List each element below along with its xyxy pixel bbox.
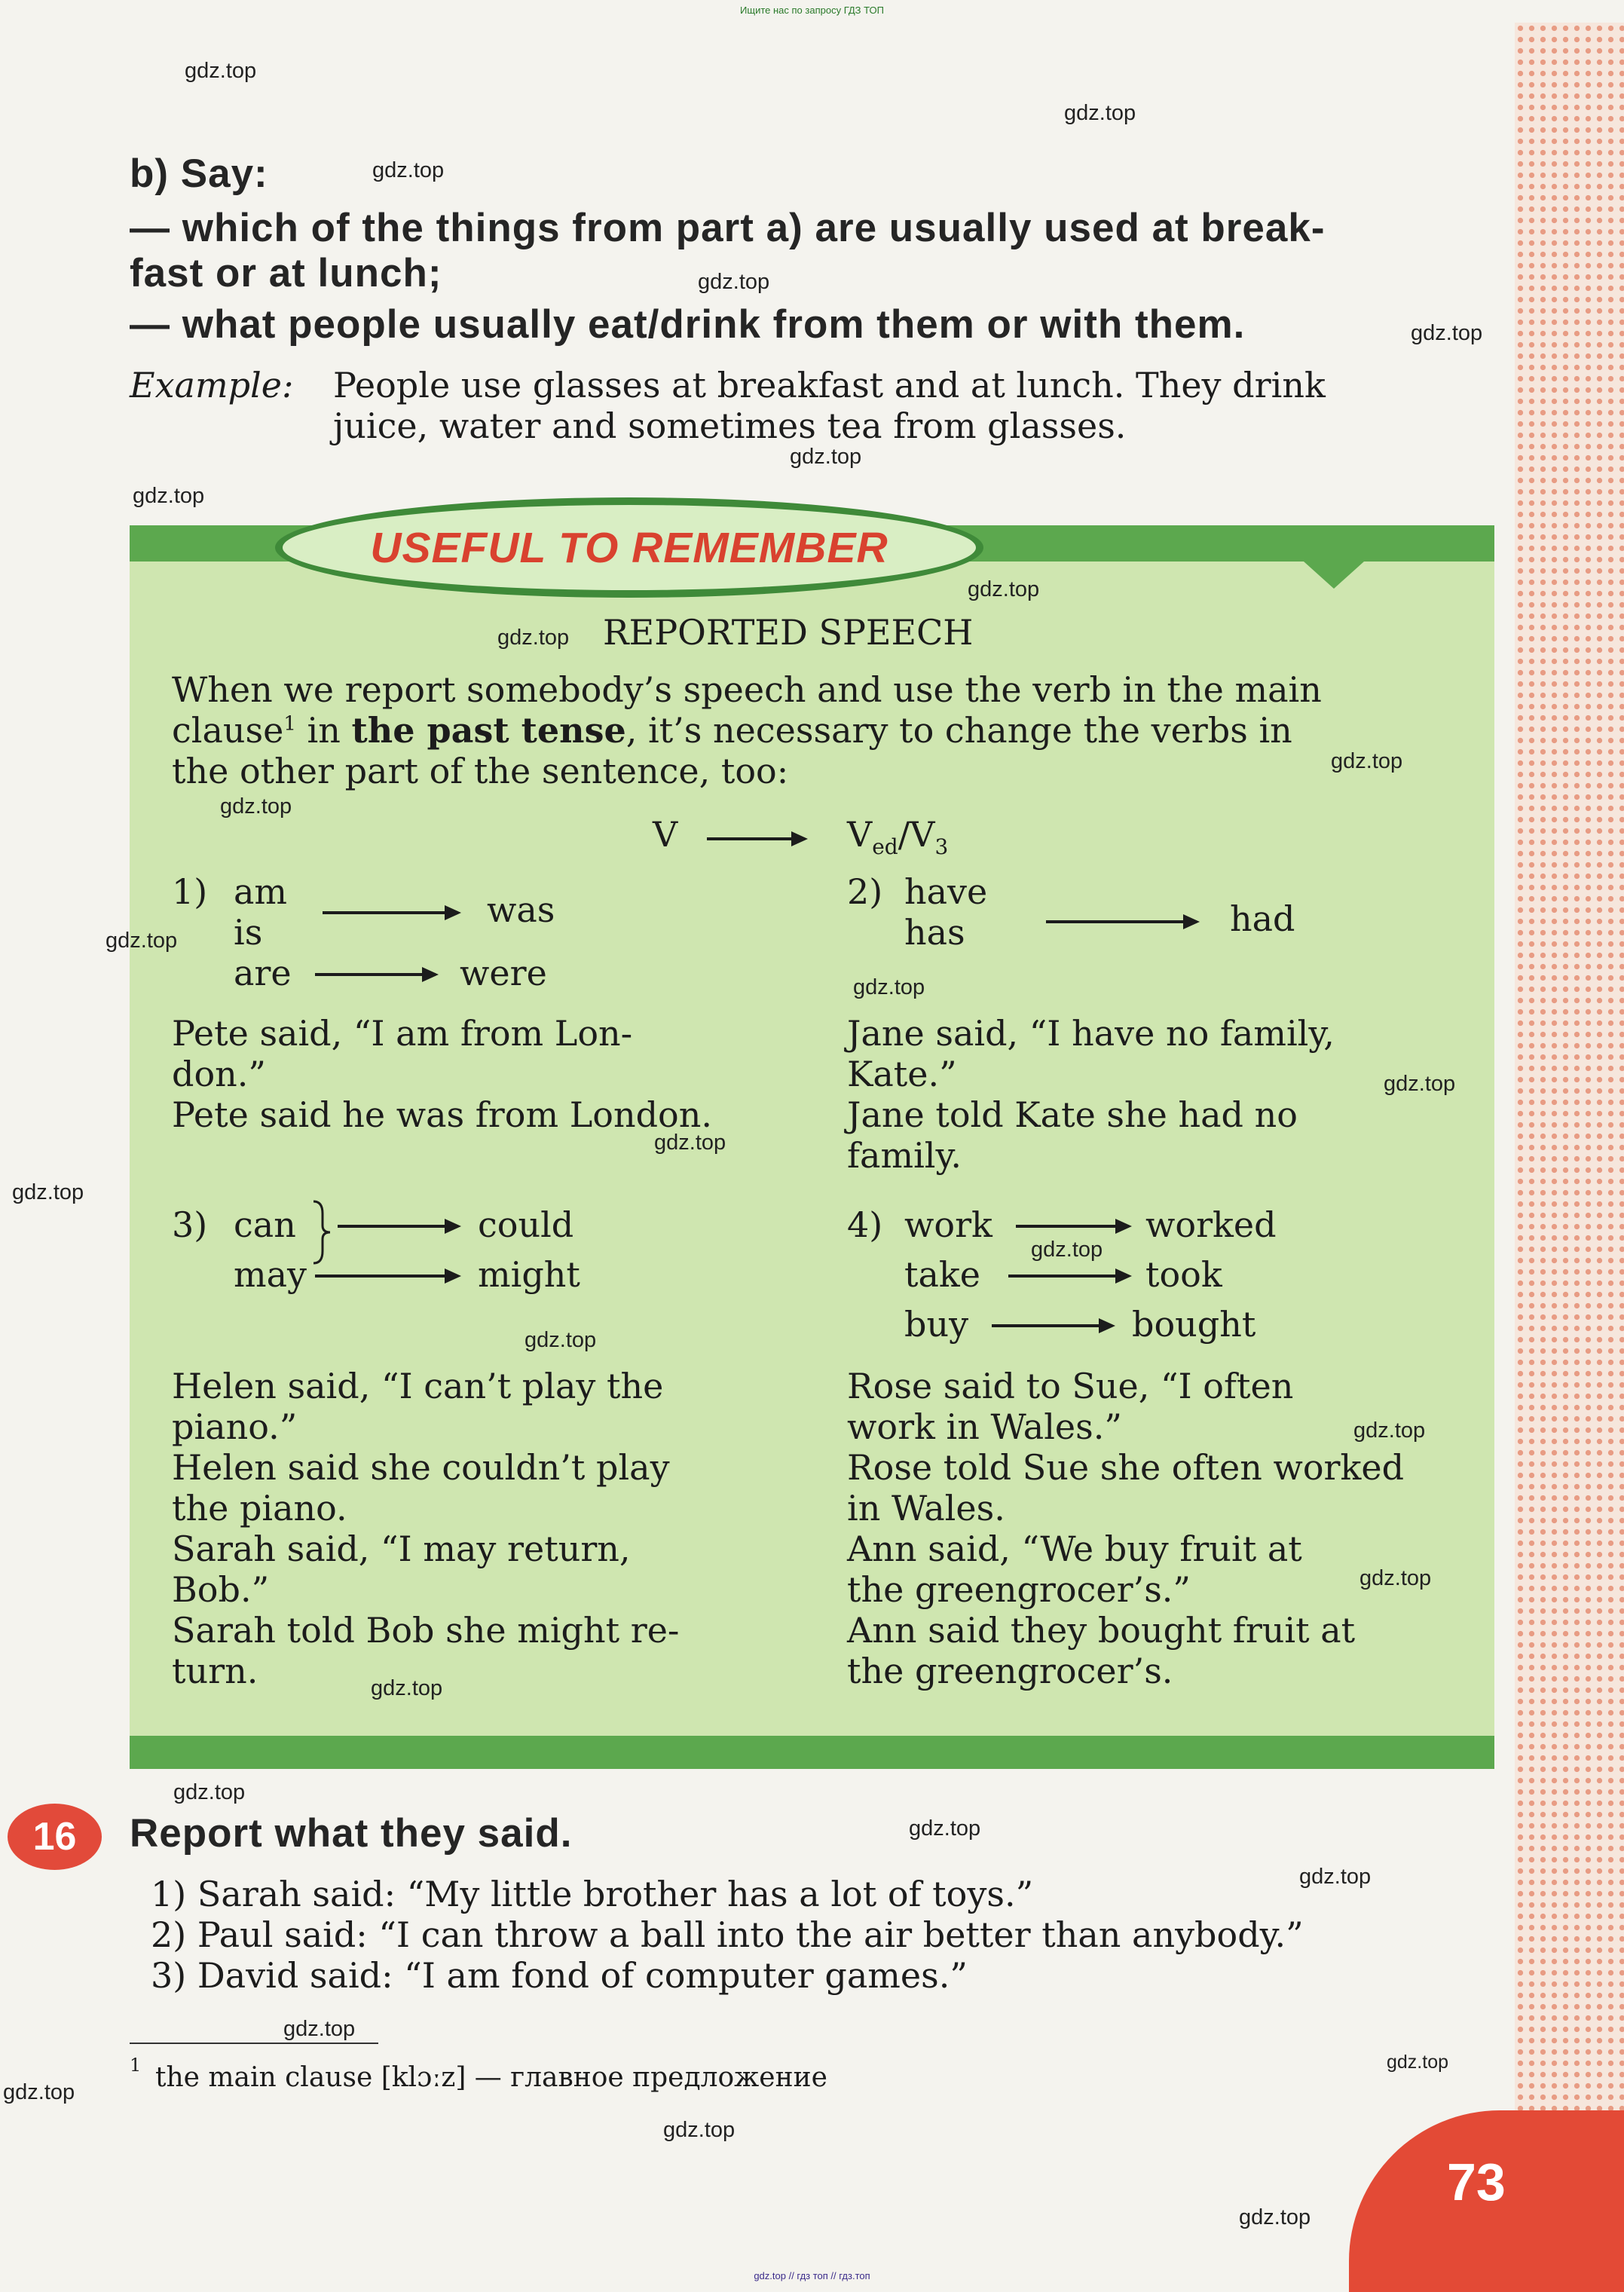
example3-line4: the piano. xyxy=(172,1488,347,1529)
watermark: gdz.top xyxy=(372,158,445,182)
watermark: gdz.top xyxy=(12,1180,84,1204)
watermark: gdz.top xyxy=(1299,1865,1372,1889)
example2-line2: Kate.” xyxy=(847,1054,957,1094)
footnote-rule xyxy=(130,2043,378,2044)
group4-took: took xyxy=(1145,1254,1222,1295)
example6-line4: the greengrocer’s. xyxy=(847,1651,1173,1691)
example1-line3: Pete said he was from London. xyxy=(172,1094,712,1135)
group4-arrow-took xyxy=(1008,1275,1129,1278)
group1-am: am xyxy=(234,871,288,912)
example2-line4: family. xyxy=(847,1135,962,1176)
watermark: gdz.top xyxy=(1331,749,1403,773)
group4-worked: worked xyxy=(1145,1204,1277,1245)
watermark: gdz.top xyxy=(790,445,862,469)
watermark: gdz.top xyxy=(173,1780,246,1804)
useful-banner-text: USEFUL TO REMEMBER xyxy=(370,523,888,572)
group1-arrow-were xyxy=(315,973,436,976)
group2-arrow xyxy=(1046,920,1197,923)
page-number: 73 xyxy=(1447,2153,1506,2211)
group4-bought: bought xyxy=(1132,1304,1256,1345)
group3-might: might xyxy=(478,1254,580,1295)
example3-line3: Helen said she couldn’t play xyxy=(172,1447,670,1488)
watermark: gdz.top xyxy=(968,577,1040,601)
watermark: gdz.top xyxy=(220,794,292,819)
page-edge-pattern xyxy=(1515,23,1624,2148)
watermark: gdz.top xyxy=(1359,1566,1432,1590)
example2-line3: Jane told Kate she had no xyxy=(847,1094,1298,1135)
watermark: gdz.top xyxy=(853,975,925,999)
watermark: gdz.top xyxy=(371,1676,443,1700)
group4-buy: buy xyxy=(904,1304,969,1345)
group2-have: have xyxy=(904,871,988,912)
example5-line1: Rose said to Sue, “I often xyxy=(847,1366,1294,1406)
watermark: gdz.top xyxy=(1387,2052,1449,2073)
group3-number: 3) xyxy=(172,1204,208,1245)
example4-line2: Bob.” xyxy=(172,1569,270,1610)
watermark: gdz.top xyxy=(283,2017,356,2041)
part-b-line1: — which of the things from part a) are usually used at break- xyxy=(130,206,1326,250)
group3-brace xyxy=(310,1198,333,1266)
group1-was: was xyxy=(487,889,555,930)
group1-arrow-was xyxy=(323,911,458,914)
group3-arrow-might xyxy=(315,1275,458,1278)
watermark: gdz.top xyxy=(1031,1238,1103,1262)
formula-arrow xyxy=(707,837,805,840)
exercise16-item3: 3) David said: “I am fond of computer games.” xyxy=(151,1955,968,1996)
watermark: gdz.top xyxy=(1064,101,1136,125)
top-note: Ищите нас по запросу ГДЗ ТОП xyxy=(740,5,884,16)
group3-can: can xyxy=(234,1204,296,1245)
group2-had: had xyxy=(1230,898,1295,939)
group1-are: are xyxy=(234,953,292,993)
watermark: gdz.top xyxy=(106,929,178,953)
example1-line2: don.” xyxy=(172,1054,266,1094)
example5-line3: Rose told Sue she often worked xyxy=(847,1447,1405,1488)
exercise-number-badge: 16 xyxy=(8,1804,102,1870)
exercise16-item1: 1) Sarah said: “My little brother has a lot of toys.” xyxy=(151,1874,1034,1914)
footnote-text: the main clause [klɔːz] — главное предложение xyxy=(155,2062,827,2093)
group1-were: were xyxy=(460,953,547,993)
reported-speech-title: REPORTED SPEECH xyxy=(603,612,974,653)
watermark: gdz.top xyxy=(3,2080,75,2104)
intro-line1: When we report somebody’s speech and use the verb in the main xyxy=(172,669,1322,710)
example4-line4: turn. xyxy=(172,1651,258,1691)
formula-v: V xyxy=(653,814,678,855)
watermark: gdz.top xyxy=(185,59,257,83)
intro-line3: the other part of the sentence, too: xyxy=(172,751,789,791)
example4-line3: Sarah told Bob she might re- xyxy=(172,1610,680,1651)
example-line1: People use glasses at breakfast and at lunch. They drink xyxy=(333,365,1326,405)
exercise16-item2: 2) Paul said: “I can throw a ball into the air better than anybody.” xyxy=(151,1914,1304,1955)
example6-line3: Ann said they bought fruit at xyxy=(847,1610,1356,1651)
useful-notch xyxy=(1304,562,1364,589)
watermark: gdz.top xyxy=(654,1131,726,1155)
example5-line4: in Wales. xyxy=(847,1488,1005,1529)
part-b-heading: b) Say: xyxy=(130,151,268,196)
group3-arrow-could xyxy=(338,1225,458,1228)
watermark: gdz.top xyxy=(497,626,570,650)
group2-has: has xyxy=(904,912,965,953)
watermark: gdz.top xyxy=(663,2118,736,2142)
watermark: gdz.top xyxy=(1411,321,1483,345)
watermark: gdz.top xyxy=(909,1816,981,1841)
example4-line1: Sarah said, “I may return, xyxy=(172,1529,631,1569)
watermark: gdz.top xyxy=(525,1328,597,1352)
useful-bottom-bar xyxy=(130,1736,1494,1769)
group4-arrow-bought xyxy=(992,1324,1112,1327)
group4-arrow-worked xyxy=(1016,1225,1129,1228)
example6-line1: Ann said, “We buy fruit at xyxy=(847,1529,1302,1569)
group1-number: 1) xyxy=(172,871,208,912)
watermark: gdz.top xyxy=(1353,1418,1426,1443)
example2-line1: Jane said, “I have no family, xyxy=(847,1013,1335,1054)
group4-take: take xyxy=(904,1254,981,1295)
example1-line1: Pete said, “I am from Lon- xyxy=(172,1013,633,1054)
group4-number: 4) xyxy=(847,1204,883,1245)
example3-line1: Helen said, “I can’t play the xyxy=(172,1366,664,1406)
example5-line2: work in Wales.” xyxy=(847,1406,1122,1447)
group3-may: may xyxy=(234,1254,307,1295)
watermark: gdz.top xyxy=(1239,2205,1311,2229)
group1-is: is xyxy=(234,912,263,953)
watermark: gdz.top xyxy=(133,484,205,508)
group4-work: work xyxy=(904,1204,992,1245)
bottom-note: gdz.top // гдз топ // гдз.топ xyxy=(754,2270,870,2281)
formula-ved: $V_{ed}/V_3$ xyxy=(847,814,949,860)
group2-number: 2) xyxy=(847,871,883,912)
example3-line2: piano.” xyxy=(172,1406,298,1447)
footnote-mark: 1 xyxy=(130,2055,142,2076)
example-label: Example: xyxy=(130,365,294,405)
group3-could: could xyxy=(478,1204,574,1245)
example-line2: juice, water and sometimes tea from glasses. xyxy=(333,405,1127,446)
part-b-line3: — what people usually eat/drink from them or with them. xyxy=(130,302,1246,347)
part-b-line2: fast or at lunch; xyxy=(130,251,442,295)
exercise16-heading: Report what they said. xyxy=(130,1811,573,1856)
watermark: gdz.top xyxy=(698,270,770,294)
example6-line2: the greengrocer’s.” xyxy=(847,1569,1191,1610)
watermark: gdz.top xyxy=(1384,1072,1456,1096)
intro-line2: clause$^1$ in the past tense, it’s necessary to change the verbs in xyxy=(172,710,1292,751)
